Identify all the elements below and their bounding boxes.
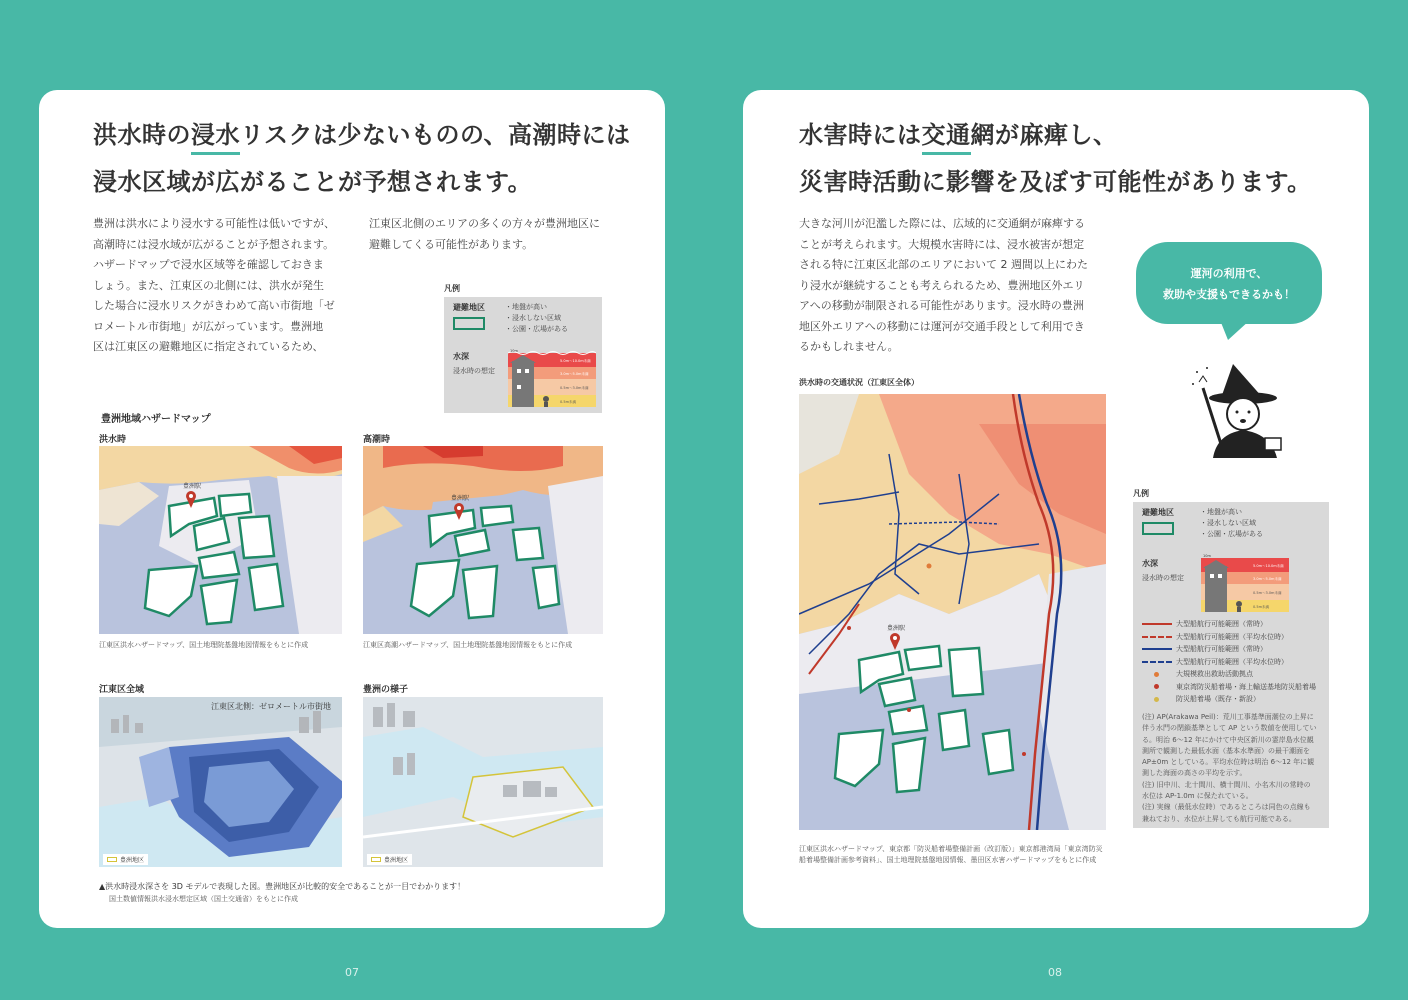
page-number-left: 07 <box>345 966 359 979</box>
route-label: 大型船航行可能範囲（平均水位時） <box>1176 657 1288 666</box>
transport-map-title: 洪水時の交通状況（江東区全体） <box>799 378 919 387</box>
tag-label: 豊洲地区 <box>120 857 145 864</box>
depth-mark: 0.5m未満 <box>1253 605 1269 609</box>
legend-item: ・地盤が高い <box>1200 508 1242 516</box>
text-line: 江東区北側のエリアの多くの方々が豊洲地区に <box>369 217 600 230</box>
headline-text: 洪水時の <box>93 121 191 149</box>
note-line: 伴う水門の閉鎖基準として AP という数値を使用してい <box>1142 724 1317 733</box>
legend-item: ・浸水しない区域 <box>505 314 561 322</box>
page-number-right: 08 <box>1048 966 1062 979</box>
route-legend-item <box>1142 681 1316 694</box>
tag-swatch <box>371 857 381 862</box>
legend-item: ・公園・広場がある <box>505 325 568 333</box>
model-source: 国土数値情報洪水浸水想定区域（国土交通省）をもとに作成 <box>109 895 298 903</box>
route-legend-item <box>1142 643 1316 656</box>
legend-depth-label: 水深 <box>453 352 469 361</box>
route-swatch <box>1142 623 1172 625</box>
text-line: 大きな河川が氾濫した際には、広域的に交通網が麻痺する <box>799 217 1085 230</box>
text-line: しょう。また、江東区の北側には、洪水が発生 <box>93 278 324 292</box>
station-label: 豊洲駅 <box>887 625 906 632</box>
text-line: 豊洲は洪水により浸水する可能性は低いですが、 <box>93 217 335 230</box>
headline-highlight: 交通 <box>922 112 971 159</box>
water-depth-diagram <box>1201 552 1289 612</box>
intro-paragraph-col1 <box>93 214 343 358</box>
text-line: 避難してくる可能性があります。 <box>369 237 534 251</box>
transport-map-caption <box>799 844 1103 866</box>
note-line: 測所で観測した最低水面（基本水準面）の最干潮面を <box>1142 746 1310 755</box>
model-caption: ▲洪水時浸水深さを 3D モデルで表現した図。豊洲地区が比較的安全であることが一目でわかります！ <box>99 882 466 891</box>
legend-title: 凡例 <box>1133 489 1149 498</box>
map-section-title: 豊洲地域ハザードマップ <box>101 414 211 425</box>
depth-mark: 5.0m〜10.0m未満 <box>1253 564 1284 568</box>
left-page <box>39 90 665 928</box>
legend-depth-sub: 浸水時の想定 <box>453 367 495 375</box>
tide-hazard-map <box>363 446 603 634</box>
flood-map-title: 洪水時 <box>99 435 127 445</box>
tide-map-caption: 江東区高潮ハザードマップ、国土地理院基盤地図情報をもとに作成 <box>363 641 573 649</box>
text-line: り浸水が継続することも考えられるため、豊洲地区外エリ <box>799 278 1085 292</box>
ward-map-title: 江東区全域 <box>99 685 145 695</box>
transport-status-map <box>799 394 1106 830</box>
ap-note <box>1142 712 1324 825</box>
toyosu-3d-view <box>363 697 603 867</box>
headline-line2: 浸水区域が広がることが予想されます。 <box>93 168 533 196</box>
headline-highlight: 浸水 <box>191 112 240 159</box>
text-line: 区は江東区の避難地区に指定されているため、 <box>93 340 324 353</box>
legend-item: ・公園・広場がある <box>1200 530 1263 538</box>
legend-item: ・浸水しない区域 <box>1200 519 1256 527</box>
depth-mark: 0.5m未満 <box>560 400 576 404</box>
text-line: ことが考えられます。大規模水害時には、浸水被害が想定 <box>799 237 1085 251</box>
legend-evac-label: 避難地区 <box>453 303 485 312</box>
text-line: した場合に浸水リスクがきわめて高い市街地「ゼ <box>93 299 335 312</box>
text-line: 地区外エリアへの移動には運河が交通手段として利用でき <box>799 319 1085 333</box>
flood-hazard-map <box>99 446 342 634</box>
route-label: 大規模救出救助活動拠点 <box>1176 670 1253 679</box>
route-legend-item <box>1142 656 1316 669</box>
bubble-line: 救助や支援もできるかも！ <box>1163 288 1295 301</box>
route-label: 防災船着場（既存・新設） <box>1176 695 1260 704</box>
note-line: 測した海面の高さの平均を示す。 <box>1142 769 1247 778</box>
tag-label: 豊洲地区 <box>384 857 409 864</box>
route-swatch <box>1142 661 1172 663</box>
note-line: 兼ねており、水位が上昇しても航行可能である。 <box>1142 814 1296 823</box>
depth-mark: 3.0m〜5.0m未満 <box>1253 577 1282 581</box>
depth-mark: 3.0m〜5.0m未満 <box>560 372 589 376</box>
tide-map-title: 高潮時 <box>363 435 391 445</box>
route-swatch <box>1142 648 1172 650</box>
right-headline <box>799 112 1312 206</box>
route-legend-item <box>1142 631 1316 644</box>
text-line: るかもしれません。 <box>799 340 899 353</box>
speech-bubble <box>1136 242 1322 324</box>
route-legend-item <box>1142 668 1316 681</box>
evac-area-swatch <box>1142 522 1174 535</box>
route-label: 大型船航行可能範囲（平均水位時） <box>1176 632 1288 641</box>
ward-3d-map <box>99 697 342 867</box>
legend-item: ・地盤が高い <box>505 303 547 311</box>
note-line: る。明治 6〜12 年にかけて中央区新川の霊岸島水位観 <box>1142 735 1314 744</box>
route-label: 大型船航行可能範囲（常時） <box>1176 645 1267 654</box>
headline-text: 水害時には <box>799 121 922 149</box>
legend-depth-label: 水深 <box>1142 559 1158 568</box>
legend-box-right <box>1133 502 1329 828</box>
depth-mark: 10m <box>510 349 518 353</box>
flood-map-caption: 江東区洪水ハザードマップ、国土地理院基盤地図情報をもとに作成 <box>99 641 309 649</box>
legend-title: 凡例 <box>444 284 460 293</box>
legend-depth <box>1142 558 1184 583</box>
text-line: ロメートル市街地」が広がっています。豊洲地 <box>93 319 324 333</box>
legend-box <box>444 297 602 413</box>
depth-mark: 5.0m〜10.0m未満 <box>560 359 591 363</box>
text-line: アへの移動が制限される可能性があります。浸水時の豊洲 <box>799 299 1084 312</box>
zero-meter-label: 江東区北側：ゼロメートル市街地 <box>211 702 331 711</box>
map-tag <box>103 854 148 865</box>
station-label: 豊洲駅 <box>451 495 470 502</box>
note-line: AP±0m としている。平均水位時は明治 6〜12 年に観 <box>1142 758 1315 767</box>
legend-depth <box>453 351 495 376</box>
depth-mark: 0.5m〜3.0m未満 <box>560 386 589 390</box>
right-page <box>743 90 1369 928</box>
route-swatch <box>1142 636 1172 638</box>
depth-mark: 0.5m〜3.0m未満 <box>1253 591 1282 595</box>
legend-evac <box>1142 507 1200 535</box>
note-line: 水位は AP-1.0m に保たれている。 <box>1142 792 1253 801</box>
legend-evac-items <box>505 302 568 335</box>
route-legend <box>1142 618 1316 706</box>
right-intro-paragraph <box>799 214 1129 358</box>
note-line: (注) AP(Arakawa Peil)：荒川工事基準面潮位の上昇に <box>1142 713 1314 721</box>
route-label: 大型船航行可能範囲（常時） <box>1176 620 1267 629</box>
route-swatch <box>1142 697 1172 702</box>
tag-swatch <box>107 857 117 862</box>
legend-evac-row <box>1142 507 1320 540</box>
evac-area-swatch <box>453 317 485 330</box>
caption-line: 船着場整備計画参考資料」、国土地理院基盤地図情報、墨田区水害ハザードマップをもとに作成 <box>799 856 1097 864</box>
note-line: (注) 実線（最低水位時）であるところは同色の点線も <box>1142 803 1311 812</box>
route-legend-item <box>1142 618 1316 631</box>
route-legend-item <box>1142 693 1316 706</box>
text-line: される特に江東区北部のエリアにおいて 2 週間以上にわた <box>799 258 1088 271</box>
text-line: ハザードマップで浸水区域等を確認しておきま <box>93 258 324 271</box>
headline-line2: 災害時活動に影響を及ぼす可能性があります。 <box>799 168 1312 196</box>
legend-evac-label: 避難地区 <box>1142 508 1174 517</box>
station-label: 豊洲駅 <box>183 483 202 490</box>
headline-text: 網が麻痺し、 <box>970 121 1118 149</box>
legend-evac <box>453 302 505 330</box>
intro-paragraph-col2 <box>369 214 619 255</box>
route-swatch <box>1142 684 1172 689</box>
headline-text: リスクは少ないものの、高潮時には <box>240 121 631 149</box>
route-label: 東京湾防災船着場・海上輸送基地防災船着場 <box>1176 682 1316 691</box>
note-line: (注) 旧中川、北十間川、横十間川、小名木川の常時の <box>1142 780 1311 789</box>
bubble-line: 運河の利用で、 <box>1190 267 1268 280</box>
left-headline <box>93 112 631 206</box>
legend-evac-items <box>1200 507 1263 540</box>
map-tag <box>367 854 412 865</box>
legend-depth-sub: 浸水時の想定 <box>1142 574 1184 582</box>
toyosu-view-title: 豊洲の様子 <box>363 685 409 695</box>
water-depth-diagram <box>508 347 596 407</box>
legend-evac-row <box>453 302 593 335</box>
caption-line: 江東区洪水ハザードマップ、東京都「防災船着場整備計画（改訂版）」東京都港湾局「東京湾防災 <box>799 845 1103 853</box>
route-swatch <box>1142 672 1172 677</box>
text-line: 高潮時には浸水域が広がることが予想されます。 <box>93 237 335 251</box>
wizard-illustration <box>1173 358 1303 460</box>
depth-mark: 10m <box>1203 554 1211 558</box>
